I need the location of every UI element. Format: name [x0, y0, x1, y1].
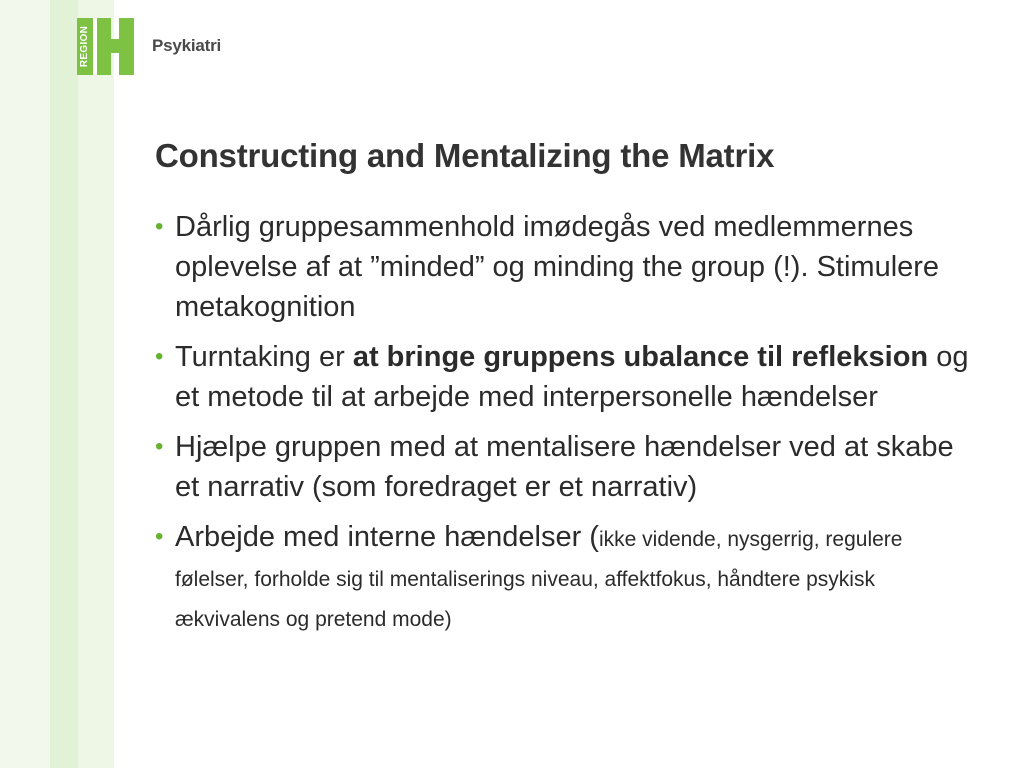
- background-stripe-inner: [78, 0, 114, 768]
- bullet-text-pre: Turntaking er: [175, 341, 353, 373]
- bullet-marker: •: [155, 213, 164, 240]
- bullet-list: [155, 207, 975, 647]
- bullet-text: Dårlig gruppesammenhold imødegås ved medlemmernes oplevelse af at ”minded” og minding the group (!). Stimulere metakognition: [175, 211, 940, 323]
- brand-name: Psykiatri: [152, 36, 222, 55]
- background-stripe-middle: [50, 0, 78, 768]
- bullet-marker: •: [155, 523, 164, 550]
- slide-title: Constructing and Mentalizing the Matrix: [155, 137, 775, 174]
- bullet-item: [155, 517, 975, 637]
- bullet-text-main: Arbejde med interne hændelser (: [175, 521, 599, 553]
- bullet-marker: •: [155, 433, 164, 460]
- logo-region-label: REGION: [79, 25, 91, 68]
- bullet-text-post: og et metode til at arbejde med interpersonelle hændelser: [175, 341, 969, 413]
- bullet-marker: •: [155, 343, 164, 370]
- background-stripe-outer: [0, 0, 50, 768]
- bullet-text: Hjælpe gruppen med at mentalisere hændelser ved at skabe et narrativ (som foredraget er et narrativ): [175, 431, 954, 503]
- bullet-text-small: ikke vidende, nysgerrig, regulere følelser, forholde sig til mentaliserings niveau, affektfokus, håndtere psykisk ækvivalens og pretend mode): [175, 528, 903, 631]
- bullet-item: [155, 337, 975, 417]
- bullet-item: [155, 207, 975, 327]
- bullet-item: [155, 427, 975, 507]
- bullet-text-bold: at bringe gruppens ubalance til refleksion: [352, 341, 929, 373]
